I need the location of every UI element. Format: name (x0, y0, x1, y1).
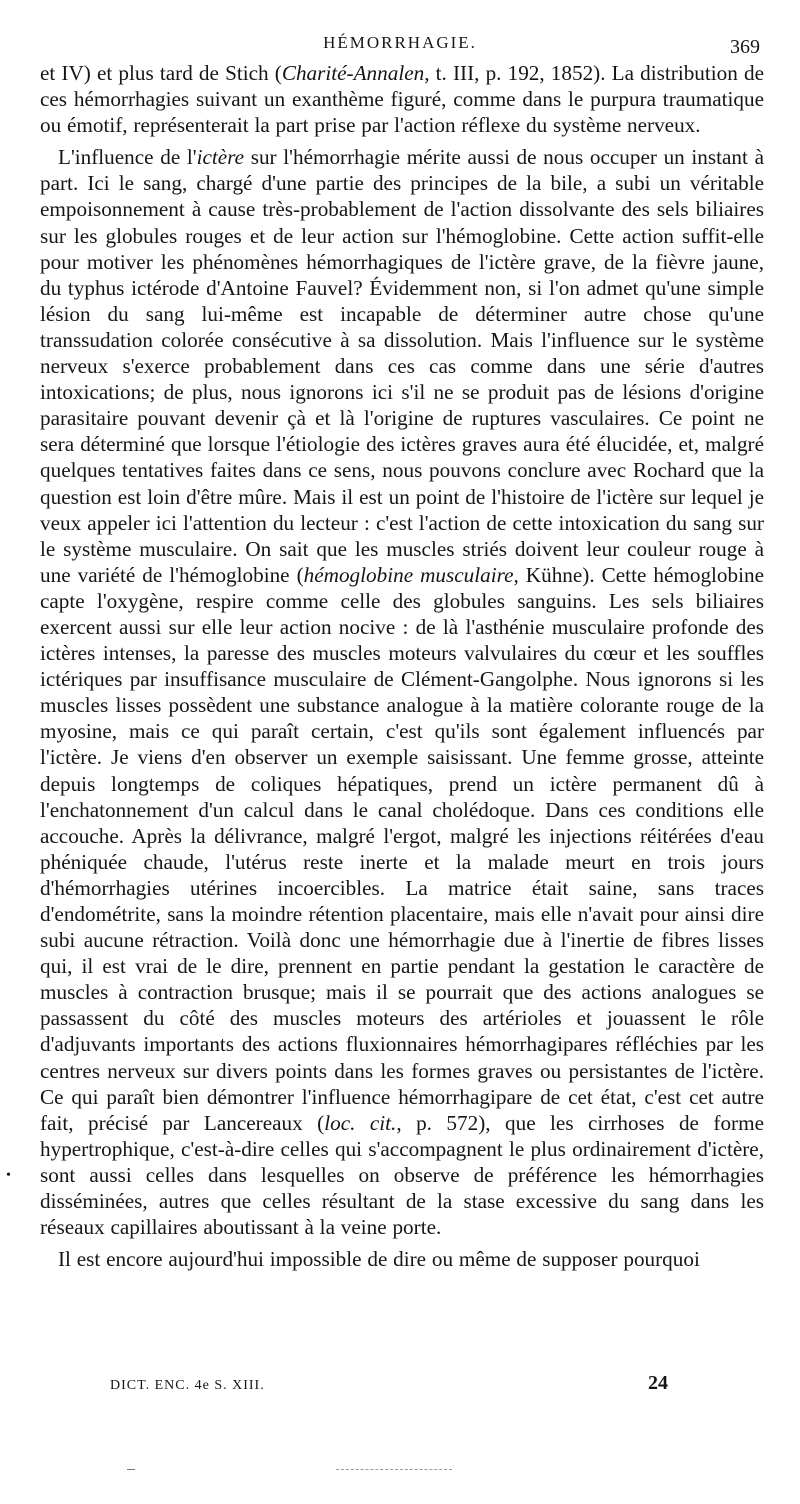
paragraph-3 (40, 1246, 764, 1272)
page-number: 369 (730, 36, 760, 58)
body-text (40, 60, 764, 1272)
running-head: HÉMORRHAGIE. (323, 33, 477, 52)
italic-text: hémoglobine musculaire (303, 562, 514, 587)
bottom-rule-short (127, 1469, 135, 1470)
paragraph-1 (40, 60, 764, 138)
italic-text: Charité-Annalen (281, 61, 425, 85)
signature-line: DICT. ENC. 4e S. XIII. (110, 1378, 265, 1393)
text-run: , p. 572), que les cirrhoses de forme hypertrophique, c'est-à-dire celles qui s'accompagnent le plus ordinairement d'ictère, sont aussi celles dans lesquelles on observe de préférence les hémorrhagies disséminées, autres que celles résultant de la stase excessive du sang dans les réseaux capillaires aboutissant à la veine porte. (40, 1110, 764, 1240)
text-run: , t. III, p. 192, 1852). La distribution de ces hémorrhagies suivant un exanthème figuré, comme dans le purpura traumatique ou émotif, représenterait la part prise par l'action réflexe du système nerveux. (40, 61, 764, 138)
italic-text: ictère (196, 145, 245, 170)
text-run: sur l'hémorrhagie mérite aussi de nous occuper un instant à part. Ici le sang, chargé d'une partie des principes de la bile, a subi un véritable empoisonnement à cause très-probablement de l'action dissolvante des sels biliaires sur les globules rouges et de leur action sur l'hémoglobine. Cette action suffit-elle pour motiver les phénomènes hémorrhagiques de l'ictère grave, de la fièvre jaune, du typhus ictérode d'Antoine Fauvel? Évidemment non, si l'on admet qu'une simple lésion du sang lui-même est incapable de déterminer autre chose qu'une transsudation colorée consécutive à sa dissolution. Mais l'influence sur le système nerveux s'exerce probablement dans ces cas comme dans une série d'autres intoxications; de plus, nous ignorons ici s'il ne se produit pas de lésions d'origine parasitaire pouvant devenir çà et là l'origine de ruptures vasculaires. Ce point ne sera déterminé que lorsque l'étiologie des ictères graves aura été élucidée, et, malgré quelques tentatives faites dans ce sens, nous pouvons conclure avec Rochard que la question est loin d'être mûre. Mais il est un point de l'histoire de l'ictère sur lequel je veux appeler ici l'attention du lecteur : c'est l'action de cette intoxication du sang sur le système musculaire. On sait que les muscles striés doivent leur couleur rouge à une variété de l'hémoglobine ( (40, 145, 764, 587)
margin-mark: • (6, 1168, 11, 1183)
paragraph-2 (40, 144, 764, 1240)
text-run: , Kühne). Cette hémoglobine capte l'oxygène, respire comme celle des globules sanguins. Les sels biliaires exercent aussi sur elle leur action nocive : de là l'asthénie musculaire profonde des ictères intenses, la paresse des muscles moteurs valvulaires du cœur et les souffles ictériques par insuffisance musculaire de Clément-Gangolphe. Nous ignorons si les muscles lisses possèdent une substance analogue à la matière colorante rouge de la myosine, mais ce qui paraît certain, c'est qu'ils sont également influencés par l'ictère. Je viens d'en observer un exemple saisissant. Une femme grosse, atteinte depuis longtemps de coliques hépatiques, prend un ictère permanent dû à l'enchatonnement d'un calcul dans le canal cholédoque. Dans ces conditions elle accouche. Après la délivrance, malgré l'ergot, malgré les injections réitérées d'eau phéniquée chaude, l'utérus reste inerte et la malade meurt en trois jours d'hémorrhagies utérines incoercibles. La matrice était saine, sans traces d'endométrite, sans la moindre rétention placentaire, mais elle n'avait pour ainsi dire subi aucune rétraction. Voilà donc une hémorrhagie due à l'inertie de fibres lisses qui, il est vrai de le dire, prennent en partie pendant la gestation le caractère de muscles à contraction brusque; mais il se pourrait que des actions analogues se passassent du côté des muscles moteurs des artérioles et jouassent le rôle d'adjuvants importants des actions fluxionnaires hémorrhagipares réfléchies par les centres nerveux sur divers points dans les formes graves ou persistantes de l'ictère. Ce qui paraît bien démontrer l'influence hémorrhagipare de cet état, c'est cet autre fait, précisé par Lancereaux ( (40, 562, 764, 1135)
text-run: et IV) et plus tard de Stich ( (40, 61, 282, 85)
bottom-rule-dashed (336, 1469, 452, 1470)
text-run: Il est encore aujourd'hui impossible de dire ou même de supposer pourquoi (58, 1247, 700, 1272)
text-run: L'influence de l' (58, 145, 197, 170)
sheet-number: 24 (648, 1372, 668, 1394)
italic-text: loc. cit. (324, 1110, 397, 1135)
